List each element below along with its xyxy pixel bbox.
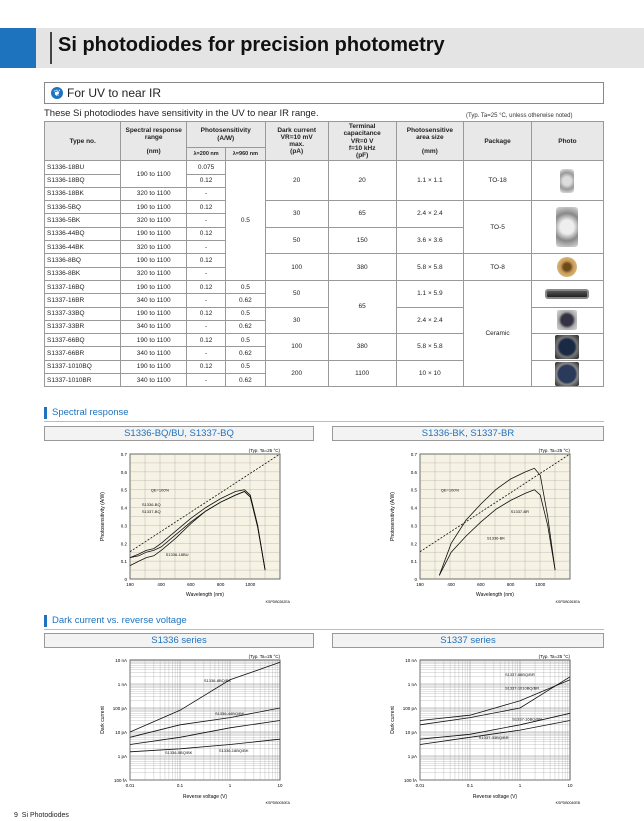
x-tick-label: 190 bbox=[416, 582, 424, 587]
cell-area: 2.4 × 2.4 bbox=[396, 307, 464, 334]
series-label: S1337-1010BQ/BR bbox=[504, 685, 540, 691]
cell-package: TO-8 bbox=[464, 254, 532, 281]
x-tick-label: 0.1 bbox=[466, 783, 474, 788]
page-title: Si photodiodes for precision photometry bbox=[58, 34, 445, 56]
table-row bbox=[45, 201, 604, 214]
cell-range: 190 to 1100 bbox=[121, 360, 187, 373]
cell-type: S1337-1010BR bbox=[45, 374, 121, 387]
x-tick-label: 800 bbox=[506, 582, 515, 587]
to8-photo bbox=[557, 257, 577, 277]
col-dark: Dark current VR=10 mV max. (pA) bbox=[265, 122, 328, 161]
photo-cell bbox=[531, 360, 603, 387]
y-tick-label: 100 pA bbox=[112, 706, 127, 711]
y-tick-label: 0.1 bbox=[120, 559, 127, 565]
x-tick-label: 10 bbox=[567, 783, 573, 788]
x-tick-label: 400 bbox=[447, 582, 455, 587]
ceramic-16-photo bbox=[545, 289, 589, 299]
cell-type: S1336-18BQ bbox=[45, 174, 121, 187]
section2-marker bbox=[44, 615, 47, 627]
cell-area: 5.8 × 5.8 bbox=[396, 254, 464, 281]
chart1-title: S1336-BQ/BU, S1337-BQ bbox=[44, 426, 314, 441]
y-axis-label: Photosensitivity (A/W) bbox=[390, 492, 396, 541]
cell-range: 190 to 1100 bbox=[121, 254, 187, 267]
col-lambda200: λ=200 nm bbox=[186, 148, 225, 161]
cell-type: S1336-5BQ bbox=[45, 201, 121, 214]
cell-area: 10 × 10 bbox=[396, 360, 464, 387]
col-range: Spectral response range (nm) bbox=[121, 122, 187, 161]
cell-type: S1337-16BQ bbox=[45, 280, 121, 293]
chart-code: KSPDB0030EA bbox=[265, 801, 290, 805]
y-tick-label: 0.4 bbox=[410, 505, 417, 511]
cell-range: 340 to 1100 bbox=[121, 320, 187, 333]
photo-cell bbox=[531, 307, 603, 334]
cell-cap: 380 bbox=[328, 334, 396, 361]
cell-p960: 0.62 bbox=[226, 374, 265, 387]
col-type: Type no. bbox=[45, 122, 121, 161]
cell-range: 320 to 1100 bbox=[121, 214, 187, 227]
section2-rule bbox=[44, 629, 604, 630]
cell-type: S1336-44BK bbox=[45, 241, 121, 254]
cell-p960: 0.5 bbox=[226, 334, 265, 347]
cell-p200: - bbox=[186, 241, 225, 254]
subsection-box bbox=[44, 82, 604, 104]
table-row bbox=[45, 254, 604, 267]
cell-type: S1336-18BK bbox=[45, 187, 121, 200]
cell-p200: - bbox=[186, 320, 225, 333]
cell-area: 5.8 × 5.8 bbox=[396, 334, 464, 361]
cell-type: S1336-44BQ bbox=[45, 227, 121, 240]
cell-p200: - bbox=[186, 374, 225, 387]
x-axis-label: Reverse voltage (V) bbox=[182, 794, 228, 800]
col-package: Package bbox=[464, 122, 532, 161]
subsection-title: For UV to near IR bbox=[67, 86, 162, 100]
cell-cap: 150 bbox=[328, 227, 396, 254]
cell-p960: 0.5 bbox=[226, 280, 265, 293]
chart3-title: S1336 series bbox=[44, 633, 314, 648]
series-label: S1336-18BU bbox=[165, 551, 189, 557]
y-tick-label: 100 fA bbox=[113, 778, 127, 783]
y-tick-label: 10 pA bbox=[115, 730, 127, 735]
cell-type: S1336-8BQ bbox=[45, 254, 121, 267]
x-tick-label: 800 bbox=[216, 582, 225, 587]
cell-dark: 20 bbox=[265, 161, 328, 201]
series-label: QE=100% bbox=[440, 487, 460, 493]
cell-area: 1.1 × 1.1 bbox=[396, 161, 464, 201]
cell-p960: 0.5 bbox=[226, 161, 265, 281]
x-tick-label: 1 bbox=[228, 783, 232, 788]
y-tick-label: 0.3 bbox=[410, 523, 417, 529]
cell-p960: 0.5 bbox=[226, 307, 265, 320]
cell-dark: 200 bbox=[265, 360, 328, 387]
cell-range: 320 to 1100 bbox=[121, 267, 187, 280]
y-tick-label: 1 pA bbox=[407, 754, 417, 759]
cell-range: 320 to 1100 bbox=[121, 187, 187, 200]
x-tick-label: 400 bbox=[157, 582, 165, 587]
y-tick-label: 10 pA bbox=[405, 730, 417, 735]
cell-area: 3.6 × 3.6 bbox=[396, 227, 464, 254]
cell-range: 190 to 1100 bbox=[121, 334, 187, 347]
dark-current-chart-1 bbox=[96, 650, 296, 812]
y-tick-label: 100 pA bbox=[402, 706, 417, 711]
cell-cap: 20 bbox=[328, 161, 396, 201]
ceramic-66-photo bbox=[555, 335, 579, 359]
cell-p960: 0.62 bbox=[226, 347, 265, 360]
section1-rule bbox=[44, 421, 604, 422]
cell-package: Ceramic bbox=[464, 280, 532, 386]
ceramic-33-photo bbox=[557, 310, 577, 330]
cell-type: S1336-5BK bbox=[45, 214, 121, 227]
y-tick-label: 0.2 bbox=[410, 541, 417, 547]
chart-note: (Typ. Ta=25 °C) bbox=[538, 448, 570, 453]
cell-range: 340 to 1100 bbox=[121, 347, 187, 360]
series-label: S1337-66BQ/BR bbox=[504, 671, 535, 677]
series-label: QE=100% bbox=[150, 487, 170, 493]
footer bbox=[14, 812, 69, 819]
cell-type: S1337-66BQ bbox=[45, 334, 121, 347]
header-band bbox=[0, 0, 644, 72]
photo-cell bbox=[531, 161, 603, 201]
cell-type: S1337-16BR bbox=[45, 294, 121, 307]
cell-type: S1337-66BR bbox=[45, 347, 121, 360]
cell-dark: 100 bbox=[265, 254, 328, 281]
cell-cap: 380 bbox=[328, 254, 396, 281]
x-tick-label: 190 bbox=[126, 582, 134, 587]
cell-p200: - bbox=[186, 267, 225, 280]
x-tick-label: 600 bbox=[187, 582, 195, 587]
cell-p200: - bbox=[186, 187, 225, 200]
cell-p200: - bbox=[186, 214, 225, 227]
chart-note: (Typ. Ta=25 °C) bbox=[248, 654, 280, 659]
cell-p960: 0.62 bbox=[226, 320, 265, 333]
cell-type: S1337-33BR bbox=[45, 320, 121, 333]
cell-p200: - bbox=[186, 347, 225, 360]
series-label: S1337-BR bbox=[510, 508, 530, 514]
y-tick-label: 0 bbox=[414, 577, 417, 582]
cell-p200: 0.12 bbox=[186, 174, 225, 187]
y-tick-label: 1 pA bbox=[117, 754, 127, 759]
cell-cap: 65 bbox=[328, 280, 396, 333]
series-label: S1337-16BQ/BR bbox=[512, 716, 543, 722]
col-cap: Terminal capacitance VR=0 V f=10 kHz (pF) bbox=[328, 122, 396, 161]
section2-title: Dark current vs. reverse voltage bbox=[52, 615, 187, 626]
cell-p960: 0.62 bbox=[226, 294, 265, 307]
x-axis-label: Wavelength (nm) bbox=[476, 592, 514, 598]
ceramic-1010-photo bbox=[555, 362, 579, 386]
footer-text: Si Photodiodes bbox=[21, 812, 69, 819]
page-number: 9 bbox=[14, 812, 18, 819]
table-note: (Typ. Ta=25 °C, unless otherwise noted) bbox=[466, 113, 573, 119]
cell-p200: 0.12 bbox=[186, 334, 225, 347]
y-tick-label: 0.2 bbox=[120, 541, 127, 547]
cell-range: 340 to 1100 bbox=[121, 374, 187, 387]
photo-cell bbox=[531, 334, 603, 361]
col-photosens: Photosensitivity (A/W) bbox=[186, 122, 265, 148]
cell-type: S1337-33BQ bbox=[45, 307, 121, 320]
y-tick-label: 100 fA bbox=[403, 778, 417, 783]
cell-range: 190 to 1100 bbox=[121, 307, 187, 320]
y-tick-label: 0.6 bbox=[410, 469, 417, 475]
intro-text: These Si photodiodes have sensitivity in the UV to near IR range. bbox=[44, 108, 319, 119]
chart-code: KSPDB0040EB bbox=[555, 801, 580, 805]
cell-p200: 0.075 bbox=[186, 161, 225, 174]
series-label: S1336-44BQ/BK bbox=[214, 711, 245, 717]
series-label: S1336-5BQ/BK bbox=[164, 750, 193, 756]
cell-area: 1.1 × 5.9 bbox=[396, 280, 464, 307]
y-tick-label: 10 nA bbox=[115, 658, 127, 663]
y-tick-label: 0.7 bbox=[410, 452, 417, 457]
y-axis-label: Dark current bbox=[100, 706, 106, 734]
section1-title: Spectral response bbox=[52, 407, 129, 418]
spec-table bbox=[44, 121, 604, 387]
x-tick-label: 1 bbox=[518, 783, 522, 788]
cell-package: TO-18 bbox=[464, 161, 532, 201]
series-label: S1336-BQ bbox=[141, 501, 161, 507]
y-tick-label: 1 nA bbox=[117, 682, 127, 687]
cell-dark: 50 bbox=[265, 227, 328, 254]
series-label: S1337-BQ bbox=[141, 508, 161, 514]
section1-marker bbox=[44, 407, 47, 419]
cell-type: S1337-1010BQ bbox=[45, 360, 121, 373]
table-row bbox=[45, 161, 604, 174]
chart4-title: S1337 series bbox=[332, 633, 604, 648]
series-label: S1336-18BQ/BK bbox=[218, 747, 249, 753]
cell-range: 190 to 1100 bbox=[121, 161, 187, 188]
y-tick-label: 10 nA bbox=[405, 658, 417, 663]
spectral-chart-2 bbox=[386, 444, 586, 614]
cell-dark: 30 bbox=[265, 307, 328, 334]
cell-type: S1336-18BU bbox=[45, 161, 121, 174]
x-tick-label: 0.1 bbox=[176, 783, 184, 788]
series-label: S1336-BK bbox=[486, 535, 506, 541]
y-tick-label: 0.3 bbox=[120, 523, 127, 529]
x-tick-label: 0.01 bbox=[415, 783, 425, 788]
y-axis-label: Dark current bbox=[390, 706, 396, 734]
photo-cell bbox=[531, 280, 603, 307]
cell-range: 340 to 1100 bbox=[121, 294, 187, 307]
cell-p200: 0.12 bbox=[186, 280, 225, 293]
chart-note: (Typ. Ta=25 °C) bbox=[248, 448, 280, 453]
y-tick-label: 0.6 bbox=[120, 469, 127, 475]
cell-p200: 0.12 bbox=[186, 254, 225, 267]
cell-dark: 50 bbox=[265, 280, 328, 307]
x-tick-label: 10 bbox=[277, 783, 283, 788]
cell-range: 320 to 1100 bbox=[121, 241, 187, 254]
chart-code: KSPDB0262EA bbox=[265, 600, 290, 604]
cell-p960: 0.5 bbox=[226, 360, 265, 373]
cell-p200: 0.12 bbox=[186, 360, 225, 373]
x-tick-label: 1000 bbox=[245, 582, 256, 587]
to18-photo bbox=[560, 169, 574, 193]
cell-package: TO-5 bbox=[464, 201, 532, 254]
chart2-title: S1336-BK, S1337-BR bbox=[332, 426, 604, 441]
x-axis-label: Wavelength (nm) bbox=[186, 592, 224, 598]
cell-cap: 65 bbox=[328, 201, 396, 228]
to5-photo bbox=[556, 207, 578, 247]
col-photo: Photo bbox=[531, 122, 603, 161]
col-lambda960: λ=960 nm bbox=[226, 148, 265, 161]
cell-dark: 30 bbox=[265, 201, 328, 228]
x-tick-label: 1000 bbox=[535, 582, 546, 587]
cell-p200: 0.12 bbox=[186, 307, 225, 320]
y-axis-label: Photosensitivity (A/W) bbox=[100, 492, 106, 541]
spectral-chart-1 bbox=[96, 444, 296, 614]
x-tick-label: 0.01 bbox=[125, 783, 135, 788]
y-tick-label: 0.4 bbox=[120, 505, 127, 511]
cell-p200: 0.12 bbox=[186, 227, 225, 240]
leaf-icon: ❦ bbox=[51, 87, 63, 99]
y-tick-label: 0.5 bbox=[410, 487, 417, 493]
cell-p200: 0.12 bbox=[186, 201, 225, 214]
cell-area: 2.4 × 2.4 bbox=[396, 201, 464, 228]
chart-code: KSPDB0263EA bbox=[555, 600, 580, 604]
cell-range: 190 to 1100 bbox=[121, 280, 187, 293]
y-tick-label: 1 nA bbox=[407, 682, 417, 687]
cell-cap: 1100 bbox=[328, 360, 396, 387]
header-divider bbox=[50, 32, 52, 64]
x-axis-label: Reverse voltage (V) bbox=[472, 794, 518, 800]
cell-p200: - bbox=[186, 294, 225, 307]
cell-range: 190 to 1100 bbox=[121, 201, 187, 214]
cell-dark: 100 bbox=[265, 334, 328, 361]
photo-cell bbox=[531, 201, 603, 254]
chart-note: (Typ. Ta=25 °C) bbox=[538, 654, 570, 659]
photo-cell bbox=[531, 254, 603, 281]
header-accent bbox=[0, 28, 36, 68]
cell-type: S1336-8BK bbox=[45, 267, 121, 280]
y-tick-label: 0 bbox=[124, 577, 127, 582]
col-area: Photosensitive area size (mm) bbox=[396, 122, 464, 161]
plot-area bbox=[420, 660, 570, 780]
series-label: S1336-8BQ/BK bbox=[203, 678, 232, 684]
y-tick-label: 0.5 bbox=[120, 487, 127, 493]
y-tick-label: 0.7 bbox=[120, 452, 127, 457]
table-row bbox=[45, 280, 604, 293]
series-label: S1337-33BQ/BR bbox=[478, 735, 509, 741]
x-tick-label: 600 bbox=[477, 582, 485, 587]
y-tick-label: 0.1 bbox=[410, 559, 417, 565]
dark-current-chart-2 bbox=[386, 650, 586, 812]
cell-range: 190 to 1100 bbox=[121, 227, 187, 240]
